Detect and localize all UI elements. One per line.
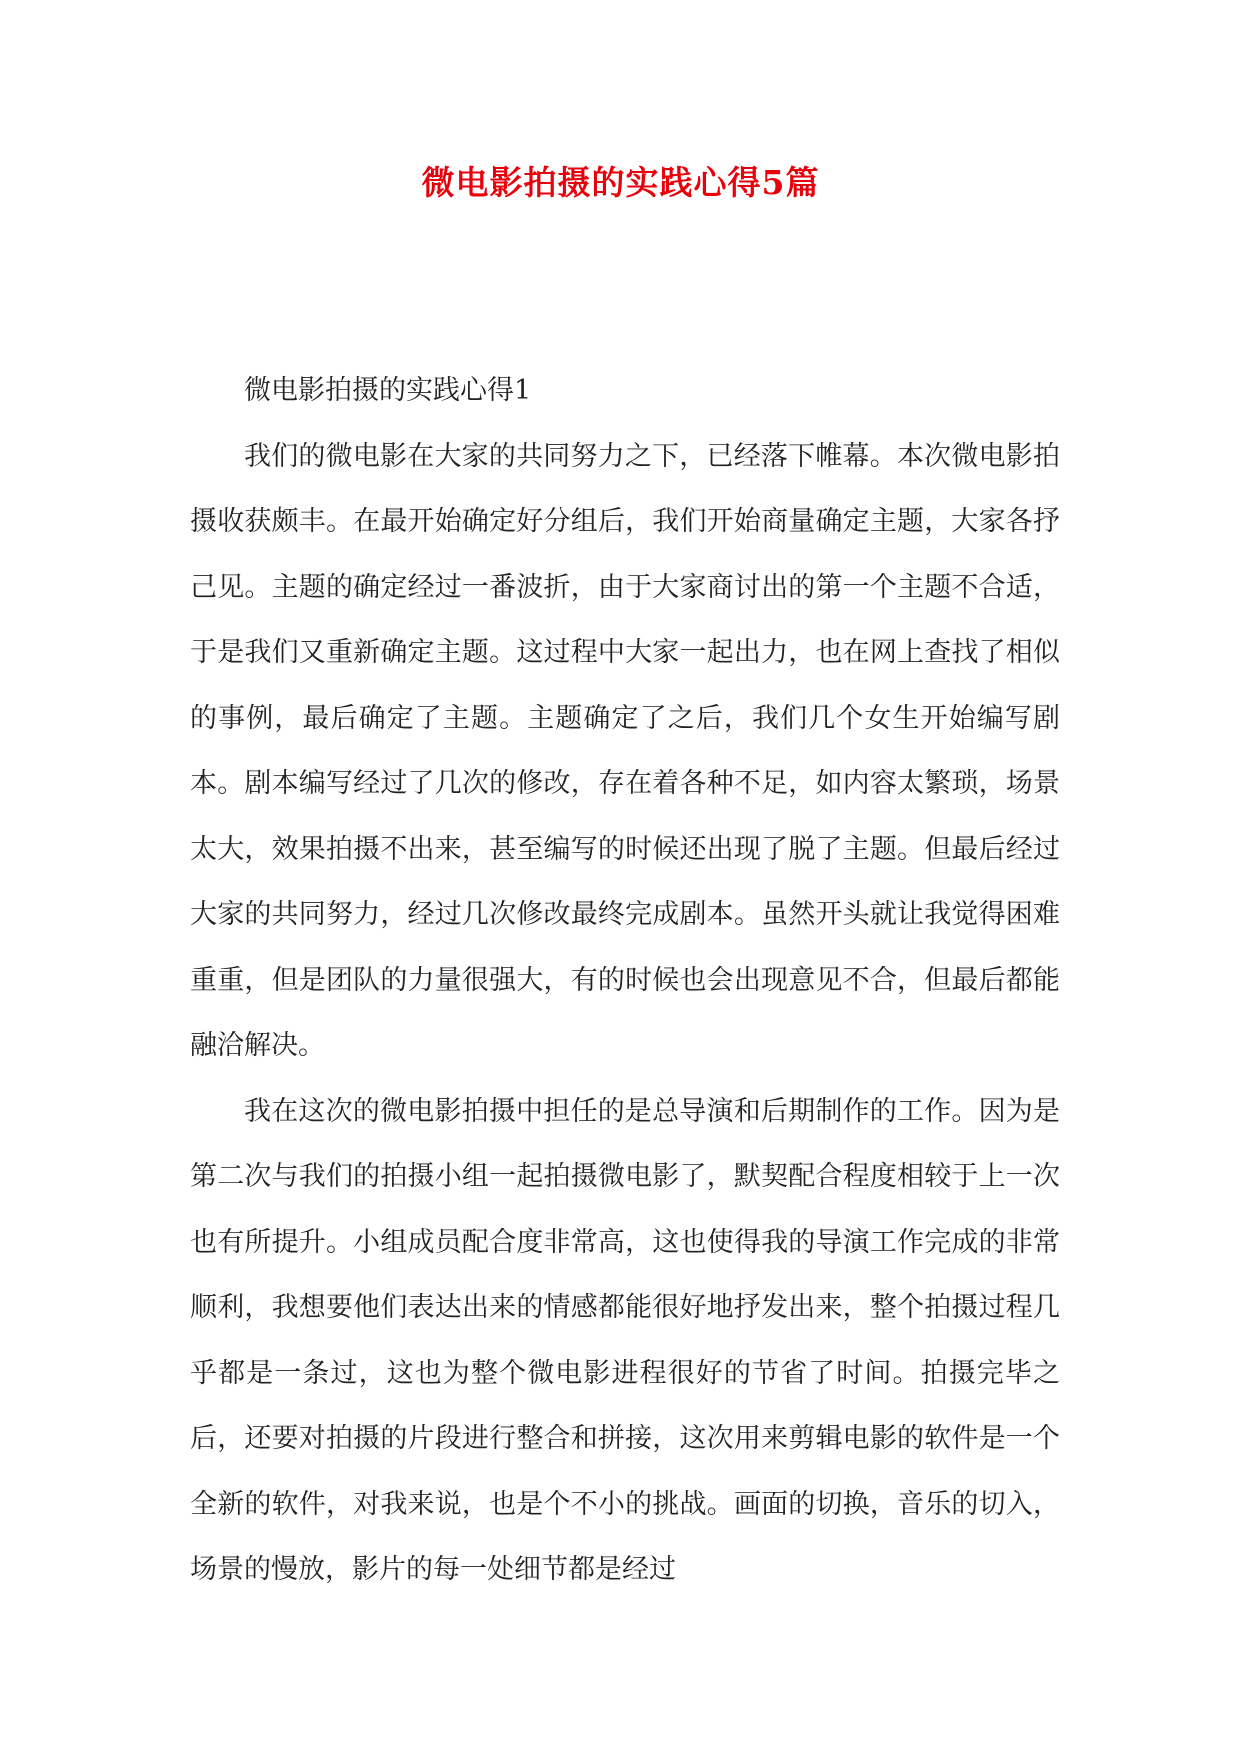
paragraph: 我们的微电影在大家的共同努力之下，已经落下帷幕。本次微电影拍摄收获颇丰。在最开始确定好分组后，我们开始商量确定主题，大家各抒己见。主题的确定经过一番波折，由于大家商讨出的第一个主题不合适，于是我们又重新确定主题。这过程中大家一起出力，也在网上查找了相似的事例，最后确定了主题。主题确定了之后，我们几个女生开始编写剧本。剧本编写经过了几次的修改，存在着各种不足，如内容太繁琐，场景太大，效果拍摄不出来，甚至编写的时候还出现了脱了主题。但最后经过大家的共同努力，经过几次修改最终完成剧本。虽然开头就让我觉得困难重重，但是团队的力量很强大，有的时候也会出现意见不合，但最后都能融洽解决。 [190, 440, 1060, 1061]
section-heading: 微电影拍摄的实践心得1 [244, 375, 532, 406]
document-body [190, 358, 1060, 1603]
document-title: 微电影拍摄的实践心得5篇 [421, 163, 820, 202]
paragraph: 我在这次的微电影拍摄中担任的是总导演和后期制作的工作。因为是第二次与我们的拍摄小组一起拍摄微电影了，默契配合程度相较于上一次也有所提升。小组成员配合度非常高，这也使得我的导演工作完成的非常顺利，我想要他们表达出来的情感都能很好地抒发出来，整个拍摄过程几乎都是一条过，这也为整个微电影进程很好的节省了时间。拍摄完毕之后，还要对拍摄的片段进行整合和拼接，这次用来剪辑电影的软件是一个全新的软件，对我来说，也是个不小的挑战。画面的切换，音乐的切入，场景的慢放，影片的每一处细节都是经过 [190, 1095, 1060, 1585]
